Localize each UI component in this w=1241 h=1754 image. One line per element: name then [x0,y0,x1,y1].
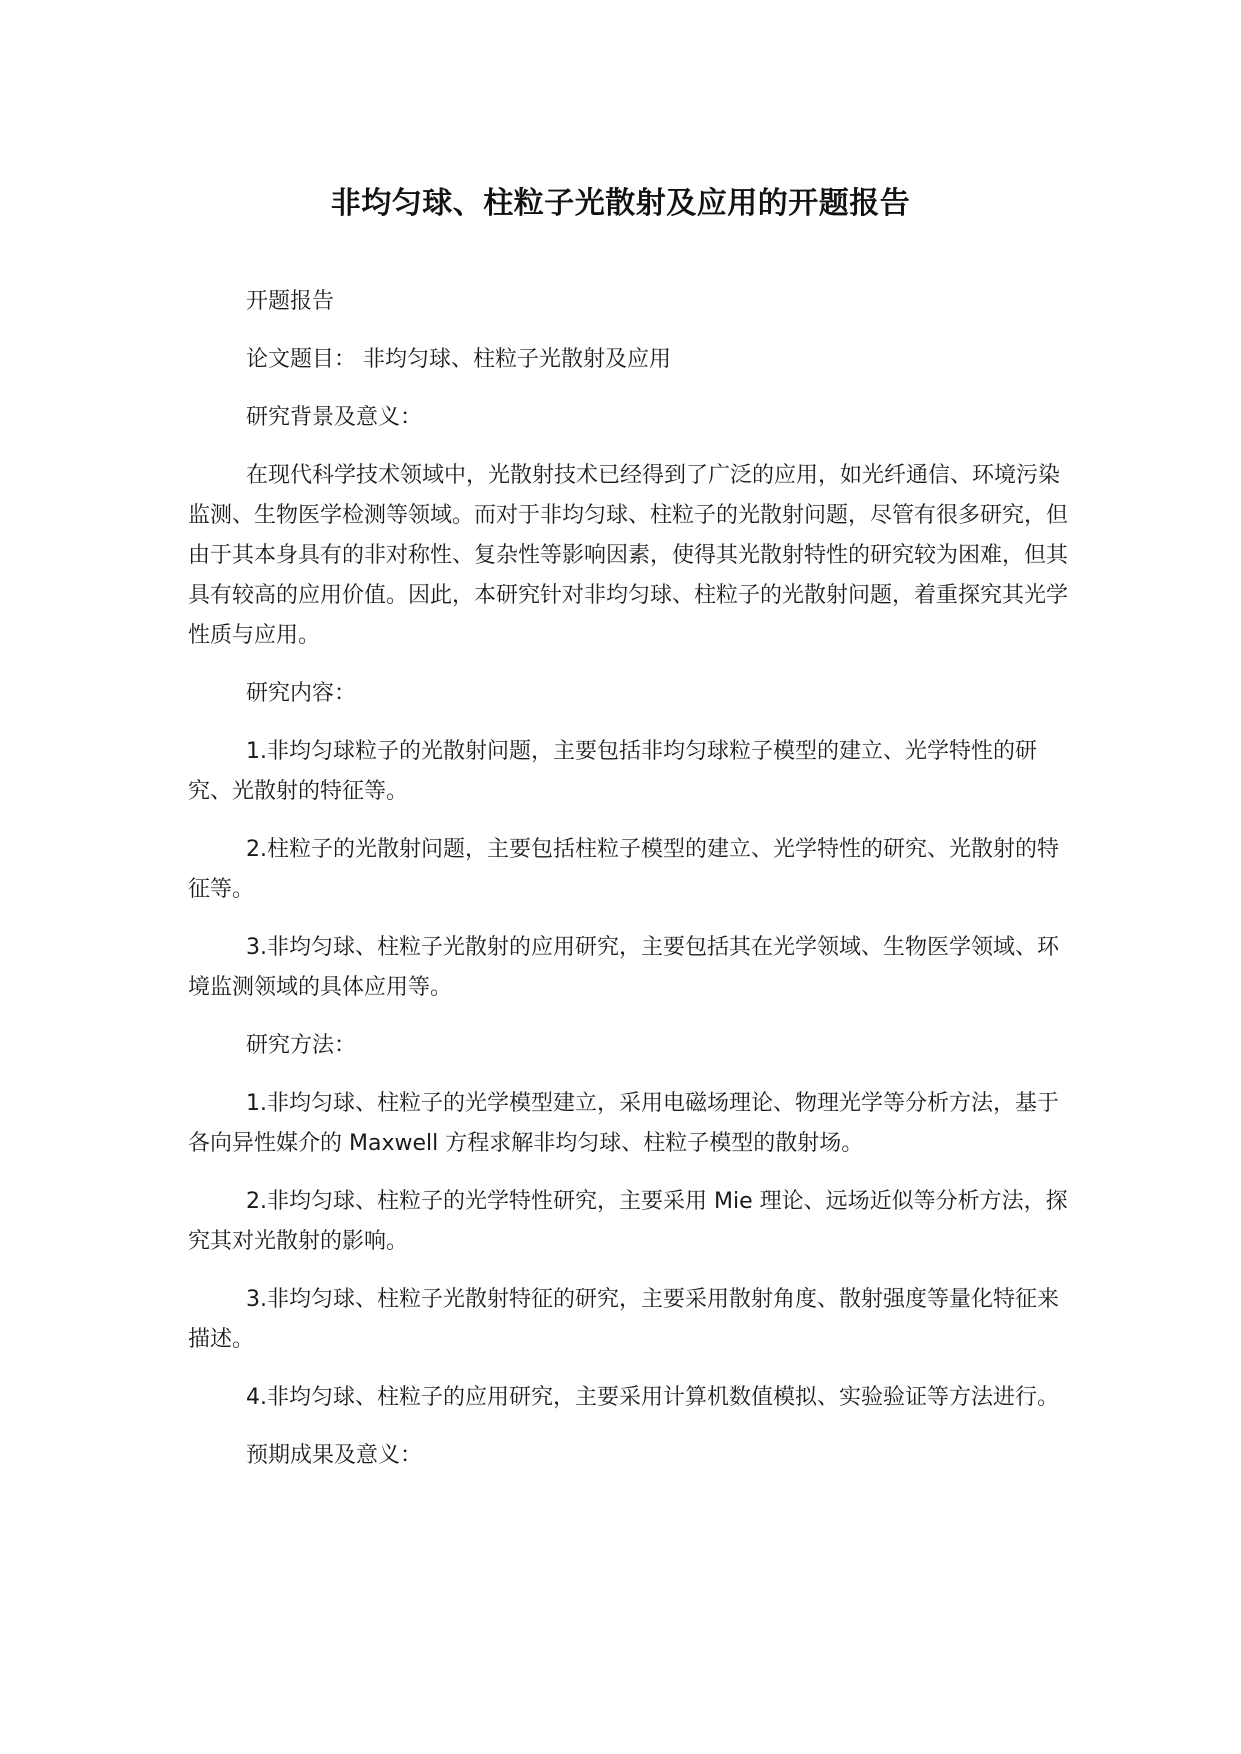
section-heading-background: 研究背景及意义： [246,405,423,430]
content-item-3: 3.非均匀球、柱粒子光散射的应用研究，主要包括其在光学领域、生物医学领域、环境监测领域的具体应用等。 [188,935,1059,1000]
thesis-title-line: 论文题目： 非均匀球、柱粒子光散射及应用 [246,347,671,372]
section-heading-content: 研究内容： [246,681,357,706]
method-item-1: 1.非均匀球、柱粒子的光学模型建立，采用电磁场理论、物理光学等分析方法，基于各向异性媒介的 Maxwell 方程求解非均匀球、柱粒子模型的散射场。 [188,1091,1059,1156]
document-title: 非均匀球、柱粒子光散射及应用的开题报告 [330,186,911,221]
document-body [188,282,1068,1494]
section-label-report: 开题报告 [246,289,335,314]
paragraph-background: 在现代科学技术领域中，光散射技术已经得到了广泛的应用，如光纤通信、环境污染监测、生物医学检测等领域。而对于非均匀球、柱粒子的光散射问题，尽管有很多研究，但由于其本身具有的非对称性、复杂性等影响因素，使得其光散射特性的研究较为困难，但其具有较高的应用价值。因此，本研究针对非均匀球、柱粒子的光散射问题，着重探究其光学性质与应用。 [188,463,1069,648]
content-item-2: 2.柱粒子的光散射问题，主要包括柱粒子模型的建立、光学特性的研究、光散射的特征等。 [188,837,1059,902]
section-heading-expected-results: 预期成果及意义： [246,1443,423,1468]
section-heading-methods: 研究方法： [246,1033,357,1058]
content-item-1: 1.非均匀球粒子的光散射问题，主要包括非均匀球粒子模型的建立、光学特性的研究、光散射的特征等。 [188,739,1037,804]
method-item-4: 4.非均匀球、柱粒子的应用研究，主要采用计算机数值模拟、实验验证等方法进行。 [246,1385,1059,1410]
method-item-2: 2.非均匀球、柱粒子的光学特性研究，主要采用 Mie 理论、远场近似等分析方法，探究其对光散射的影响。 [188,1189,1068,1254]
method-item-3: 3.非均匀球、柱粒子光散射特征的研究，主要采用散射角度、散射强度等量化特征来描述。 [188,1287,1059,1352]
